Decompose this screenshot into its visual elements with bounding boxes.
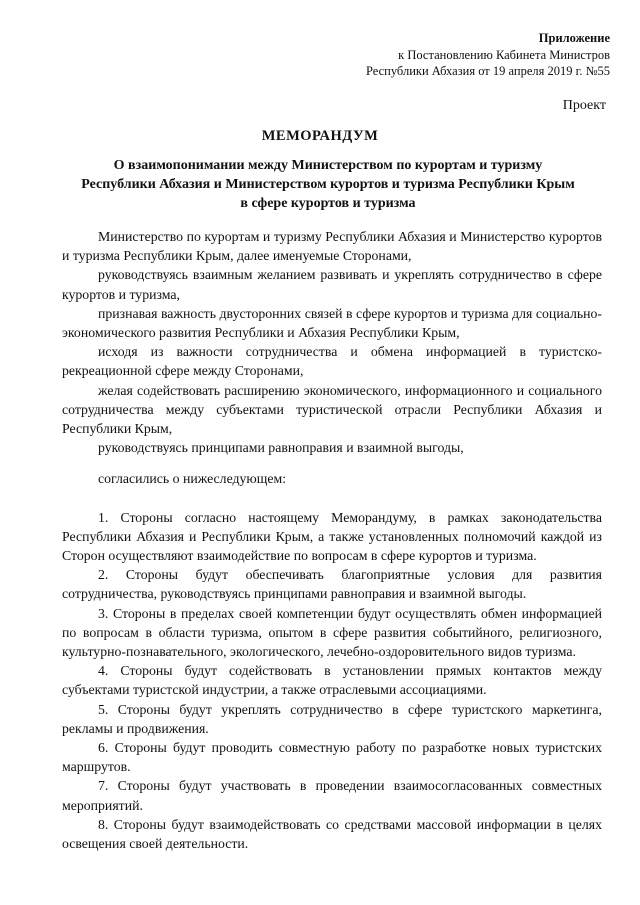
- appendix-title: Приложение: [538, 31, 610, 45]
- project-label: Проект: [562, 98, 606, 113]
- preamble-paragraph: Министерство по курортам и туризму Республики Абхазия и Министерство курортов и туризма Республики Крым, далее именуемые Сторонами,: [62, 229, 602, 264]
- preamble-paragraph: исходя из важности сотрудничества и обмена информацией в туристско-рекреационной сфере между Сторонами,: [62, 344, 602, 379]
- preamble-paragraph: желая содействовать расширению экономического, информационного и социального сотрудничества между субъектами туристической отрасли Республики Абхазия и Республики Крым,: [62, 382, 602, 437]
- appendix-date: Республики Абхазия от 19 апреля 2019 г. №55: [365, 64, 610, 78]
- clause-paragraph: 1. Стороны согласно настоящему Меморандуму, в рамках законодательства Республики Абхазия и Республики Крым, а также установленных полномочий каждой из Сторон осуществляют взаимодействие по вопросам в сфере курортов и туризма.: [62, 509, 602, 564]
- clause-paragraph: 8. Стороны будут взаимодействовать со средствами массовой информации в целях освещения своей деятельности.: [62, 816, 602, 852]
- clause-paragraph: 2. Стороны будут обеспечивать благоприятные условия для развития сотрудничества, руководствуясь принципами равноправия и взаимной выгоды.: [62, 567, 602, 602]
- subtitle-line: Республики Абхазия и Министерством курортов и туризма Республики Крым: [81, 177, 575, 192]
- clause-paragraph: 7. Стороны будут участвовать в проведении взаимосогласованных совместных мероприятий.: [62, 778, 602, 813]
- appendix-header: [366, 30, 610, 80]
- document-subtitle: [40, 156, 616, 213]
- clause-paragraph: 3. Стороны в пределах своей компетенции будут осуществлять обмен информацией по вопросам в области туризма, опытом в сфере развития событийного, религиозного, культурно-познавательного, экологического, лечебно-оздоровительного видов туризма.: [62, 605, 602, 660]
- subtitle-line: О взаимопонимании между Министерством по курортам и туризму: [113, 158, 543, 173]
- subtitle-line: в сфере курортов и туризма: [240, 196, 416, 211]
- preamble-paragraph: руководствуясь взаимным желанием развивать и укреплять сотрудничество в сфере курортов и туризма,: [62, 267, 602, 302]
- preamble-paragraph: руководствуясь принципами равноправия и взаимной выгоды,: [98, 440, 464, 456]
- agreement-intro: согласились о нижеследующем:: [98, 471, 287, 487]
- clause-paragraph: 4. Стороны будут содействовать в установлении прямых контактов между субъектами туристской индустрии, а также отраслевыми ассоциациями.: [62, 663, 602, 698]
- document-body: [62, 227, 602, 853]
- clause-paragraph: 5. Стороны будут укреплять сотрудничество в сфере туристского маркетинга, рекламы и продвижения.: [62, 701, 602, 736]
- document-title: МЕМОРАНДУМ: [261, 128, 379, 144]
- preamble-paragraph: признавая важность двусторонних связей в сфере курортов и туризма для социально-экономического развития Республики и Абхазия Республики Крым,: [62, 305, 602, 341]
- appendix-reference: к Постановлению Кабинета Министров: [398, 47, 610, 62]
- clause-paragraph: 6. Стороны будут проводить совместную работу по разработке новых туристских маршрутов.: [62, 740, 602, 775]
